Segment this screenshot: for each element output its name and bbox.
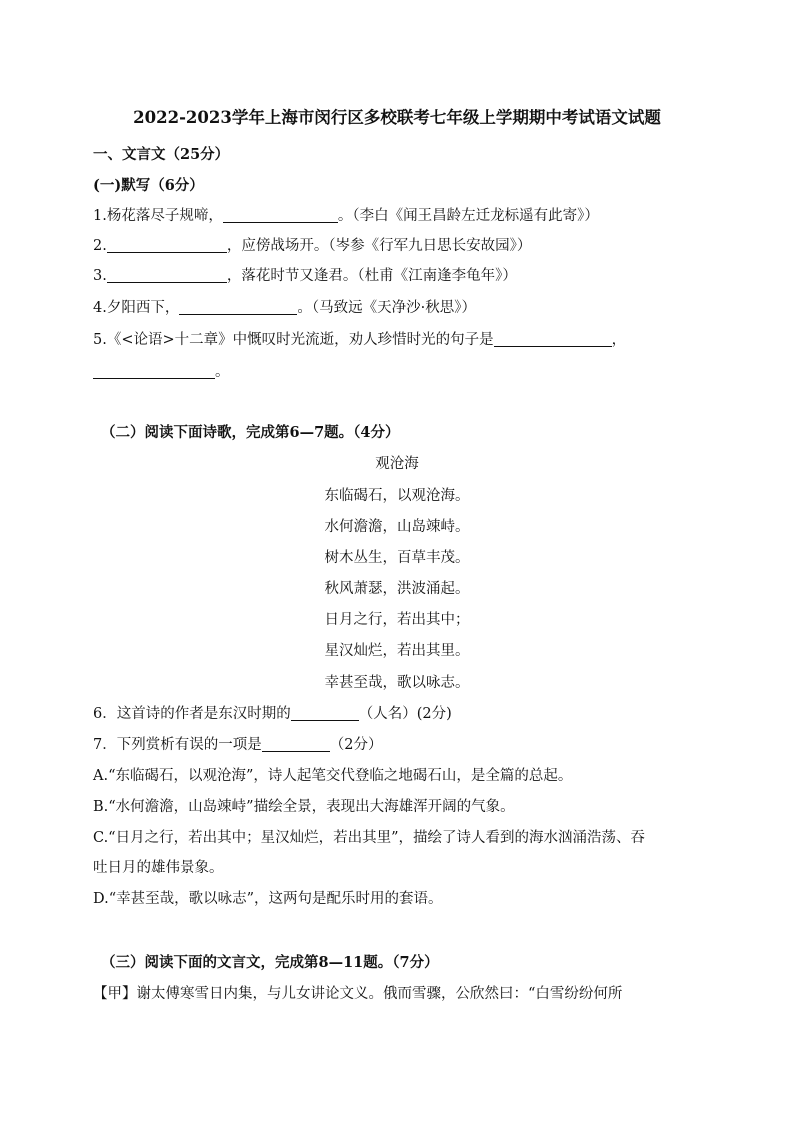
question-5: 5.《<论语>十二章》中慨叹时光流逝，劝人珍惜时光的句子是 ， <box>93 332 627 348</box>
poem-line: 秋风萧瑟，洪波涌起。 <box>324 581 470 597</box>
poem-line: 星汉灿烂，若出其里。 <box>324 643 470 659</box>
question-5-cont: 。 <box>93 362 230 382</box>
answer-blank[interactable] <box>93 364 215 379</box>
poem-line: 水何澹澹，山岛竦峙。 <box>324 519 470 535</box>
passage-jia: 【甲】谢太傅寒雪日内集，与儿女讲论文义。俄而雪骤，公欣然曰：“白雪纷纷何所 <box>93 986 623 1002</box>
poem-line: 树木丛生，百草丰茂。 <box>324 550 470 566</box>
option-a: A.“东临碣石，以观沧海”，诗人起笔交代登临之地碣石山，是全篇的总起。 <box>93 768 573 784</box>
poem-line: 日月之行，若出其中； <box>324 612 470 628</box>
poem-line: 幸甚至哉，歌以咏志。 <box>324 675 470 691</box>
answer-blank[interactable] <box>179 300 297 315</box>
question-1: 1.杨花落尽子规啼， 。（李白《闻王昌龄左迁龙标遥有此寄》） <box>93 208 599 224</box>
answer-blank[interactable] <box>494 332 612 347</box>
answer-blank[interactable] <box>262 737 330 752</box>
poem-line: 东临碣石，以观沧海。 <box>324 488 470 504</box>
option-b: B.“水何澹澹，山岛竦峙”描绘全景，表现出大海雄浑开阔的气象。 <box>93 799 515 815</box>
poem-title: 观沧海 <box>375 456 419 472</box>
question-4: 4.夕阳西下， 。（马致远《天净沙·秋思》） <box>93 300 476 316</box>
subsection-heading: (一)默写（6分） <box>93 177 204 194</box>
section-heading: 一、文言文（25分） <box>93 146 230 163</box>
answer-blank[interactable] <box>107 238 227 253</box>
answer-blank[interactable] <box>223 208 338 223</box>
question-3: 3. ，落花时节又逢君。（杜甫《江南逢李龟年》） <box>93 268 517 284</box>
option-c-cont: 吐日月的雄伟景象。 <box>93 860 224 876</box>
section-heading: （二）阅读下面诗歌，完成第6—7题。（4分） <box>101 424 400 441</box>
section-heading: （三）阅读下面的文言文，完成第8—11题。（7分） <box>101 954 439 971</box>
option-d: D.“幸甚至哉，歌以咏志”，这两句是配乐时用的套语。 <box>93 891 443 907</box>
option-c: C.“日月之行，若出其中；星汉灿烂，若出其里”，描绘了诗人看到的海水汹涌浩荡、吞 <box>93 830 646 846</box>
answer-blank[interactable] <box>291 706 359 721</box>
question-6: 6．这首诗的作者是东汉时期的 （人名）(2分) <box>93 706 452 722</box>
answer-blank[interactable] <box>107 268 227 283</box>
question-2: 2. ，应傍战场开。（岑参《行军九日思长安故园》） <box>93 238 532 254</box>
page-title: 2022-2023学年上海市闵行区多校联考七年级上学期期中考试语文试题 <box>133 108 661 127</box>
question-7: 7．下列赏析有误的一项是 （2分） <box>93 737 383 753</box>
